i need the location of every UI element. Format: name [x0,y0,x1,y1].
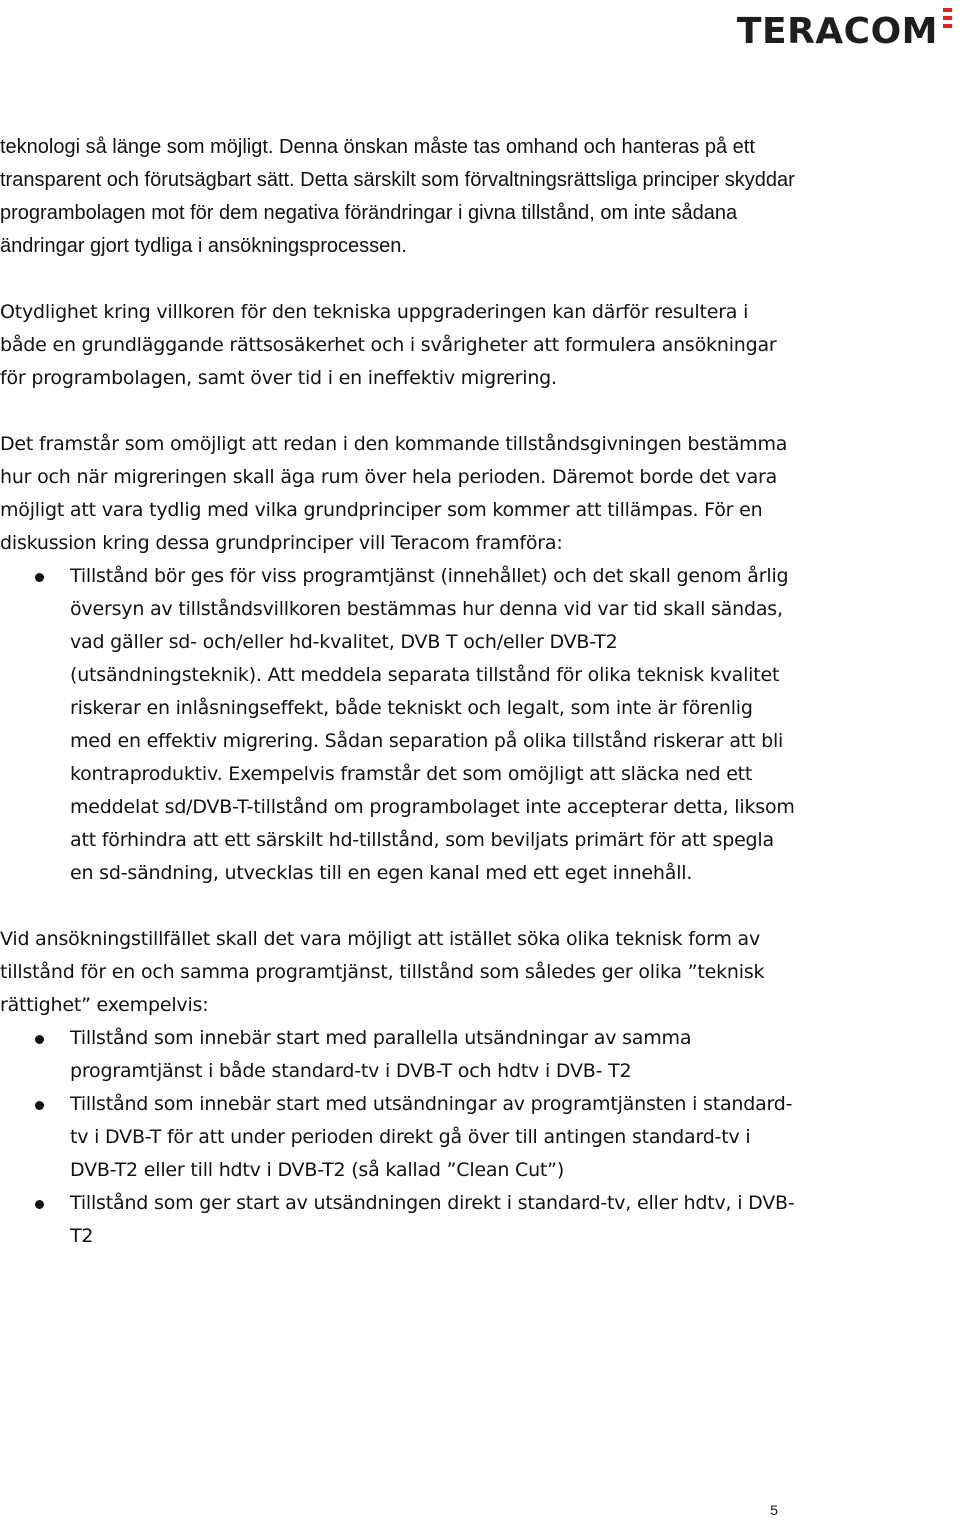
document-body [0,131,800,1253]
bullet-icon [35,1200,44,1209]
paragraph-uncertainty: Otydlighet kring villkoren för den tekniska uppgraderingen kan därför resultera i både en grundläggande rättsosäkerhet och i svårigheter att formulera ansökningar för programbolagen, samt över tid i en ineffektiv migrering. [0,301,777,389]
teracom-logo [737,8,954,56]
list-item-text: Tillstånd som innebär start med parallella utsändningar av samma programtjänst i både standard-tv i DVB-T och hdtv i DVB- T2 [70,1027,692,1082]
list-item-text: Tillstånd bör ges för viss programtjänst (innehållet) och det skall genom årlig översyn av tillståndsvillkoren bestämmas hur denna vid var tid skall sändas, vad gäller sd- och/eller hd-kvalitet, DVB T och/eller DVB-T2 (utsändningsteknik). Att meddela separata tillstånd för olika teknisk kvalitet riskerar en inlåsningseffekt, både tekniskt och legalt, som inte är förenlig med en effektiv migrering. Sådan separation på olika tillstånd riskerar att bli kontraproduktiv. Exempelvis framstår det som omöjligt att släcka ned ett meddelat sd/DVB-T-tillstånd om programbolaget inte accepterar detta, liksom att förhindra att ett särskilt hd-tillstånd, som beviljats primärt för att spegla en sd-sändning, utvecklas till en egen kanal med ett eget innehåll. [70,565,795,884]
paragraph-principles: Det framstår som omöjligt att redan i den kommande tillståndsgivningen bestämma hur och när migreringen skall äga rum över hela perioden. Däremot borde det vara möjligt att vara tydlig med vilka grundprinciper som kommer att tillämpas. För en diskussion kring dessa grundprinciper vill Teracom framföra: [0,433,788,554]
list-item-text: Tillstånd som ger start av utsändningen direkt i standard-tv, eller hdtv, i DVB-T2 [70,1192,795,1247]
list-item [0,1088,800,1187]
paragraph-application: Vid ansökningstillfället skall det vara möjligt att istället söka olika teknisk form av tillstånd för en och samma programtjänst, tillstånd som således ger olika ”teknisk rättighet” exempelvis: [0,928,765,1016]
principles-list [0,560,800,890]
list-item [0,560,800,890]
page-number: 5 [770,1502,778,1518]
list-item [0,1022,800,1088]
bullet-icon [35,1101,44,1110]
list-item-text: Tillstånd som innebär start med utsändningar av programtjänsten i standard-tv i DVB-T för att under perioden direkt gå över till antingen standard-tv i DVB-T2 eller till hdtv i DVB-T2 (så kallad ”Clean Cut”) [70,1093,793,1181]
logo-signal-icon [940,8,954,38]
bullet-icon [35,573,44,582]
paragraph-intro: teknologi så länge som möjligt. Denna önskan måste tas omhand och hanteras på ett transparent och förutsägbart sätt. Detta särskilt som förvaltningsrättsliga principer skyddar programbolagen mot för dem negativa förändringar i givna tillstånd, om inte sådana ändringar gjort tydliga i ansökningsprocessen. [0,136,795,257]
bullet-icon [35,1035,44,1044]
logo-text: TERACOM [736,11,938,52]
list-item [0,1187,800,1253]
license-types-list [0,1022,800,1253]
